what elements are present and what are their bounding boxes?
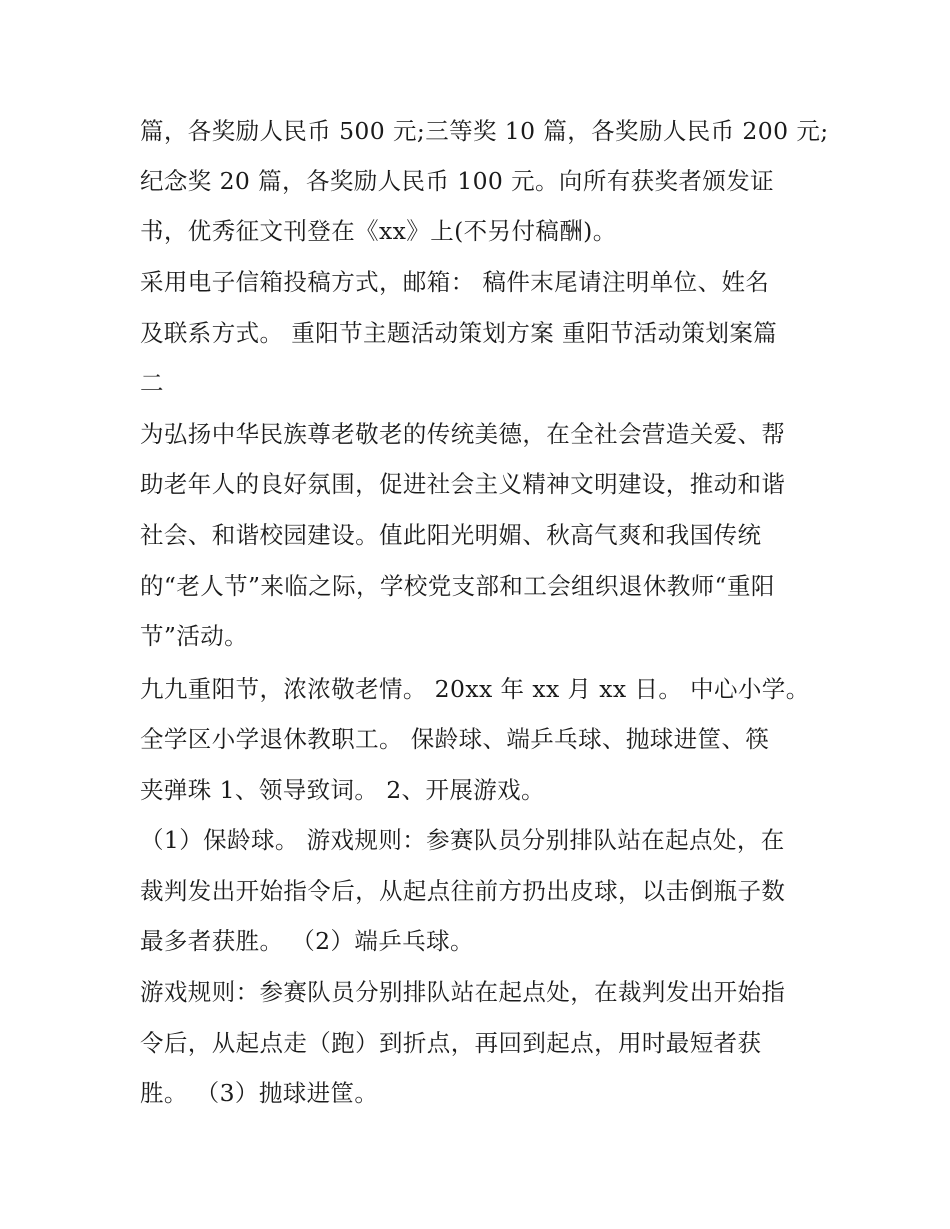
paragraph-line: 夹弹珠 1、领导致词。 2、开展游戏。 xyxy=(140,776,545,804)
paragraph-line: 全学区小学退休教职工。 保龄球、端乒乓球、抛球进筐、筷 xyxy=(140,725,770,753)
paragraph-line: （1）保龄球。 游戏规则：参赛队员分别排队站在起点处，在 xyxy=(140,826,785,854)
paragraph-line: 篇，各奖励人民币 500 元;三等奖 10 篇，各奖励人民币 200 元; xyxy=(140,117,829,145)
paragraph-line: 采用电子信箱投稿方式，邮箱： 稿件末尾请注明单位、姓名 xyxy=(140,268,770,296)
paragraph-line: 游戏规则：参赛队员分别排队站在起点处，在裁判发出开始指 xyxy=(140,978,786,1006)
paragraph-line: 节”活动。 xyxy=(140,622,249,650)
paragraph-line: 为弘扬中华民族尊老敬老的传统美德，在全社会营造关爱、帮 xyxy=(140,420,786,448)
paragraph-line: 社会、和谐校园建设。值此阳光明媚、秋高气爽和我国传统 xyxy=(140,521,762,549)
paragraph-line: 令后，从起点走（跑）到折点，再回到起点，用时最短者获 xyxy=(140,1029,762,1057)
paragraph-line: 九九重阳节，浓浓敬老情。 20xx 年 xx 月 xx 日。 中心小学。 xyxy=(140,675,810,703)
paragraph-line: 书，优秀征文刊登在《xx》上(不另付稿酬)。 xyxy=(140,217,617,245)
paragraph-line: 的“老人节”来临之际，学校党支部和工会组织退休教师“重阳 xyxy=(140,572,775,600)
paragraph-line: 胜。 （3）抛球进筐。 xyxy=(140,1079,379,1107)
paragraph-line: 二 xyxy=(140,369,164,397)
paragraph-line: 助老年人的良好氛围，促进社会主义精神文明建设，推动和谐 xyxy=(140,470,786,498)
paragraph-line: 最多者获胜。 （2）端乒乓球。 xyxy=(140,927,474,955)
paragraph-line: 及联系方式。 重阳节主题活动策划方案 重阳节活动策划案篇 xyxy=(140,319,778,347)
paragraph-line: 纪念奖 20 篇，各奖励人民币 100 元。向所有获奖者颁发证 xyxy=(140,167,775,195)
paragraph-line: 裁判发出开始指令后，从起点往前方扔出皮球，以击倒瓶子数 xyxy=(140,877,786,905)
